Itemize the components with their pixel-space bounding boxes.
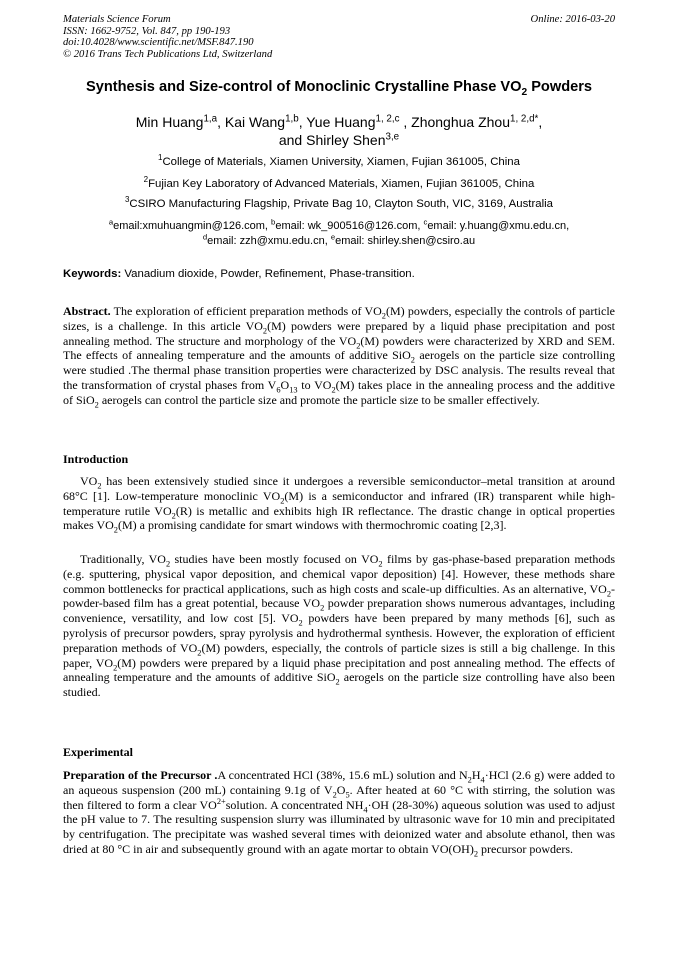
online-date: Online: 2016-03-20	[530, 14, 615, 25]
issn-line: ISSN: 1662-9752, Vol. 847, pp 190-193	[63, 25, 231, 37]
introduction-paragraph-1: $VO_2$ has been extensively studied since it undergoes a reversible semiconductor–metal transition at around 68°C [1]. Low-temperature monoclinic $VO_2(M)$ is a semiconductor and infrared (IR) transparent while high-temperature rutile $VO_2(R)$ is metallic and exhibits high IR reflectance. The drastic change in optical properties makes $VO_2(M)$ a promising candidate for smart windows with thermochromic coating [2,3].	[63, 474, 615, 535]
affiliation-2: $^2$Fujian Key Laboratory of Advanced Materials, Xiamen, Fujian 361005, China	[143, 175, 535, 190]
copyright-line: © 2016 Trans Tech Publications Ltd, Switzerland	[63, 48, 273, 60]
author-list: Min Huang$^{1,a}$, Kai Wang$^{1,b}$, Yue Huang$^{1, 2,c}$ , Zhonghua Zhou$^{1, 2,d*}$, and Shirley Shen$^{3,e}$	[135, 113, 543, 148]
introduction-paragraph-2: Traditionally, $VO_2$ studies have been mostly focused on $VO_2$ films by gas-phase-based preparation methods (e.g. sputtering, physical vapor deposition, and chemical vapor deposition) [4]. However, these methods share common bottlenecks for practical applications, such as high costs and scale-up difficulties. As an alternative, $VO_2-powder$-based film has a great potential, because $VO_2$ powder preparation shows numerous advantages, including convenience, versatility, and low cost [5]. $VO_2$ powders have been prepared by many methods [6], such as pyrolysis of precursor powders, spray pyrolysis and hydrothermal synthesis. However, the exploration of efficient preparation methods of $VO_2(M)$ powders, especially, the controls of particle sizes is still a big challenge. In this paper, $VO_2(M)$ powders were prepared by a liquid phase precipitation and post annealing method. The effects of annealing temperature and the amounts of additive SiO$_2$ aerogels on the particle size controlling have also been studied.	[63, 552, 616, 700]
journal-name: Materials Science Forum	[63, 14, 171, 25]
affiliation-1: $^1$College of Materials, Xiamen University, Xiamen, Fujian 361005, China	[158, 153, 520, 168]
paper-title: Synthesis and Size-control of Monoclinic Crystalline Phase $VO_2$ Powders	[85, 79, 593, 98]
keywords: Keywords: Vanadium dioxide, Powder, Refinement, Phase-transition.	[63, 268, 415, 280]
journal-header	[63, 14, 272, 60]
abstract: Abstract. The exploration of efficient preparation methods of $VO_2(M)$ powders, especially the controls of particle sizes, is a challenge. In this article $VO_2(M)$ powders were prepared by a liquid phase precipitation and post annealing method. The structure and morphology of the $VO_2(M)$ powders were characterized by XRD and SEM. The effects of annealing temperature and the amounts of additive SiO$_2$ aerogels on the particle size controlling were studied .The thermal phase transition properties were characterized by DSC analysis. The results reveal that the transformation of crystal phases from $V_6O_{13}$ to $VO_2(M)$ takes place in the annealing process and the additive of SiO$_2$ aerogels can control the particle size and promote the particle size to be smaller effectively.	[63, 304, 616, 410]
experimental-paragraph: Preparation of the Precursor .A concentrated HCl (38%, 15.6 mL) solution and $N_2H_4\cdot HCl$ (2.6 g) were added to an aqueous suspension (200 mL) containing 9.1g of $V_2O_5$. After heated at 60 °C with stirring, the solution was then filtered to form a clear $VO^{2+}solution$. A concentrated $NH_4\cdot OH$ (28-30%) aqueous solution was used to adjust the pH value to 7. The resulting suspension slurry was illuminated by ultrasonic wave for 10 min and precipitated by centrifugation. The precipitate was washed several times with deionized water and absolute ethanol, then was dried at 80 °C in air and subsequently ground with an agate mortar to obtain $VO(OH)_2$ precursor powders.	[63, 768, 616, 859]
doi-line: doi:10.4028/www.scientific.net/MSF.847.190	[63, 37, 254, 49]
email-list: $^a$email:xmuhuangmin@126.com, $^b$email: wk_900516@126.com, $^c$email: y.huang@xmu.edu.cn, $^d$email: zzh@xmu.edu.cn, $^e$email: shirley.shen@csiro.au	[108, 217, 570, 247]
introduction-heading: Introduction	[63, 452, 129, 466]
experimental-heading: Experimental	[63, 745, 133, 759]
affiliation-3: $^3$CSIRO Manufacturing Flagship, Private Bag 10, Clayton South, VIC, 3169, Australia	[124, 195, 553, 210]
